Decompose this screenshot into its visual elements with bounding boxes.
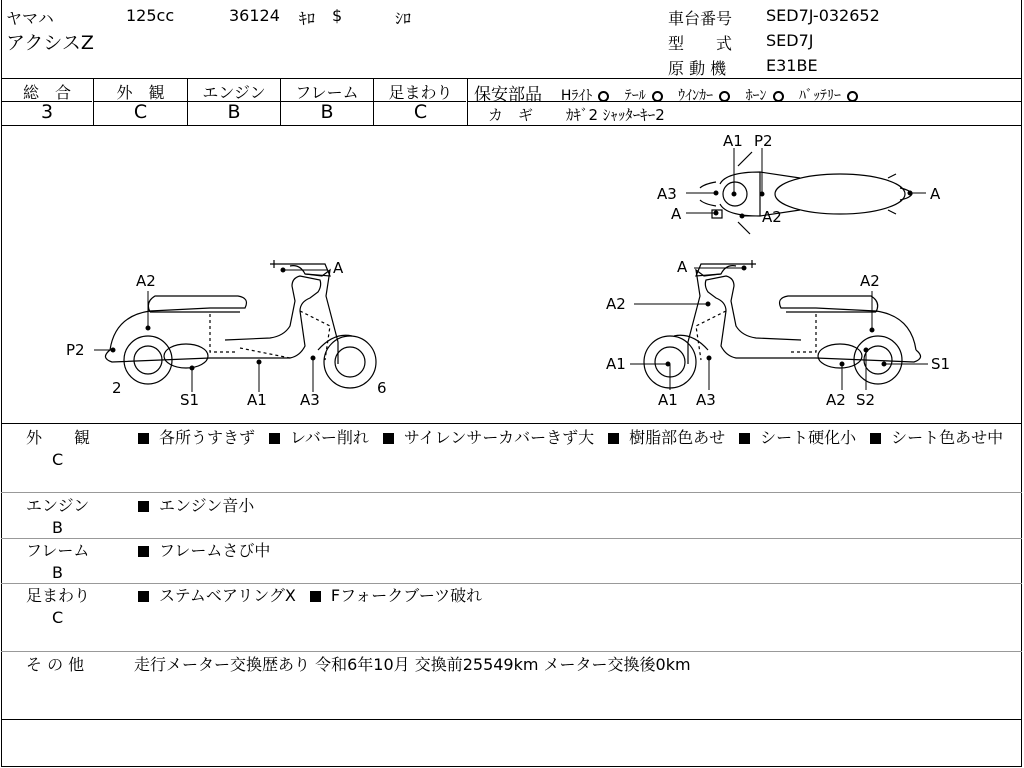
list-item: 樹脂部色あせ (629, 428, 726, 447)
list-item: シート硬化小 (760, 428, 857, 447)
diagram-label: S1 (180, 391, 200, 409)
diagram-label: A (333, 259, 344, 277)
diagram-label: P2 (66, 341, 85, 359)
bullet-icon (138, 501, 149, 512)
model-name: アクシスZ (6, 32, 94, 54)
mileage: 36124 (229, 6, 280, 25)
ok-circle-icon (719, 91, 730, 102)
divider (1, 78, 1022, 79)
detail-exterior-items (136, 427, 1016, 449)
diagram-label: A (677, 258, 688, 276)
divider (1, 492, 1022, 493)
detail-suspension-items (136, 585, 482, 607)
bullet-icon (383, 433, 394, 444)
divider (1, 538, 1022, 539)
type-value: SED7J (766, 31, 814, 50)
ok-circle-icon (773, 91, 784, 102)
type-label: 型 式 (668, 34, 733, 53)
diagram-label: A3 (657, 185, 677, 203)
score-engine: B (227, 101, 241, 123)
divider (1, 423, 1022, 424)
score-total: 3 (40, 101, 54, 123)
other-label: そ の 他 (26, 655, 85, 674)
diagram-label: A2 (136, 272, 156, 290)
list-item: シート色あせ中 (891, 428, 1004, 447)
detail-engine-items (136, 495, 254, 517)
ok-circle-icon (598, 91, 609, 102)
detail-engine-grade: B (52, 518, 63, 537)
other-text: 走行メーター交換歴あり 令和6年10月 交換前25549km メーター交換後0km (134, 655, 691, 674)
score-exterior-label: 外 観 (116, 83, 165, 102)
safety-item-headlight: Hﾗｲﾄ (560, 88, 593, 104)
list-item: ステムベアリングX (159, 586, 296, 605)
safety-parts (474, 80, 868, 105)
mileage-unit: ｷﾛ (299, 9, 316, 28)
key-value: ｶｷﾞ2 ｼｬｯﾀｰｷｰ2 (566, 106, 665, 124)
diagram-label: P2 (754, 132, 773, 150)
diagram-label: A1 (658, 391, 678, 409)
ok-circle-icon (652, 91, 663, 102)
detail-engine-label: エンジン (26, 496, 90, 515)
score-frame-label: フレーム (295, 83, 359, 102)
displacement: 125cc (126, 6, 175, 25)
diagram-label: A1 (247, 391, 267, 409)
bullet-icon (138, 433, 149, 444)
list-item: レバー削れ (290, 428, 369, 447)
divider (467, 78, 468, 125)
ok-circle-icon (847, 91, 858, 102)
safety-item-battery: ﾊﾞｯﾃﾘｰ (798, 88, 841, 104)
diagram-label: A1 (606, 355, 626, 373)
diagram-label: A (671, 205, 682, 223)
score-exterior: C (133, 101, 148, 123)
maker: ヤマハ (6, 9, 54, 28)
score-total-label: 総 合 (22, 83, 71, 102)
diagram-label: A1 (723, 132, 743, 150)
frame-no: SED7J-032652 (766, 6, 880, 25)
bullet-icon (310, 591, 321, 602)
safety-item-horn: ﾎｰﾝ (745, 88, 767, 104)
frame-no-label: 車台番号 (668, 9, 733, 28)
divider (1, 719, 1022, 720)
list-item: サイレンサーカバーきず大 (403, 428, 595, 447)
diagram-label: A2 (826, 391, 846, 409)
score-engine-label: エンジン (202, 83, 266, 102)
list-item: Fフォークブーツ破れ (330, 586, 483, 605)
bullet-icon (138, 546, 149, 557)
detail-suspension-label: 足まわり (26, 586, 91, 605)
detail-suspension-grade: C (52, 608, 64, 627)
score-suspension-label: 足まわり (388, 83, 453, 102)
score-suspension: C (413, 101, 428, 123)
detail-frame-items (136, 540, 270, 562)
detail-exterior-label: 外 観 (26, 428, 91, 447)
bullet-icon (870, 433, 881, 444)
engine-label: 原 動 機 (668, 59, 727, 78)
diagram-label: A3 (696, 391, 716, 409)
list-item: フレームさび中 (159, 541, 271, 560)
diagram-label: A2 (860, 272, 880, 290)
bullet-icon (269, 433, 280, 444)
damage-diagram (0, 126, 1022, 424)
diagram-label: S1 (931, 355, 951, 373)
color: ｼﾛ (395, 9, 412, 28)
bullet-icon (608, 433, 619, 444)
list-item: エンジン音小 (159, 496, 255, 515)
diagram-label: S2 (856, 391, 876, 409)
divider (1, 651, 1022, 652)
bullet-icon (138, 591, 149, 602)
currency: $ (332, 6, 343, 25)
diagram-label: 2 (112, 379, 122, 397)
safety-label: 保安部品 (474, 85, 542, 105)
list-item: 各所うすきず (159, 428, 256, 447)
diagram-label: 6 (377, 379, 387, 397)
diagram-label: A2 (606, 295, 626, 313)
score-frame: B (320, 101, 334, 123)
diagram-label: A3 (300, 391, 320, 409)
detail-frame-grade: B (52, 563, 63, 582)
engine-value: E31BE (766, 56, 818, 75)
safety-item-winker: ｳｲﾝｶｰ (678, 88, 714, 104)
bullet-icon (739, 433, 750, 444)
key-label: カ ギ (488, 106, 534, 124)
detail-frame-label: フレーム (26, 541, 90, 560)
safety-item-tail: ﾃｰﾙ (624, 88, 646, 104)
diagram-label: A (930, 185, 941, 203)
divider (1, 583, 1022, 584)
detail-exterior-grade: C (52, 450, 64, 469)
diagram-label: A2 (762, 208, 782, 226)
